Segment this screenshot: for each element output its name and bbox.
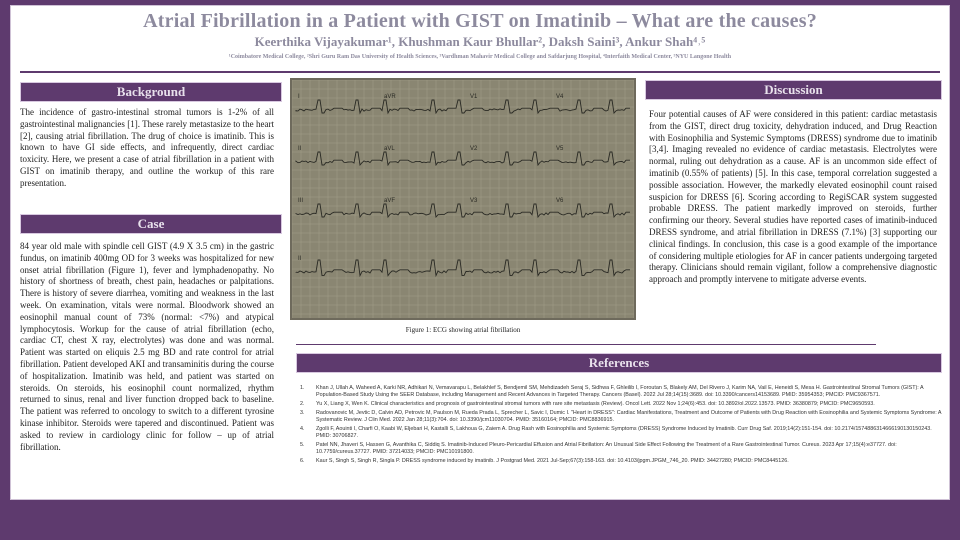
reference-number: 1. xyxy=(300,385,305,391)
ecg-figure xyxy=(290,78,636,320)
reference-item xyxy=(296,426,942,440)
discussion-heading: Discussion xyxy=(645,80,942,100)
section-rule xyxy=(296,344,876,345)
reference-text: Yu X, Liang X, Wen K. Clinical characteristics and prognosis of gastrointestinal stromal tumors with rare site metastasis (Review). Oncol Lett. 2022 Nov 1;24(6):453. doi: 10.3892/ol.2022.13573. PMID: 36380879; PMCID: PMC9650593. xyxy=(316,401,875,407)
reference-item xyxy=(296,458,942,465)
ecg-lead-label: II xyxy=(298,146,302,152)
ecg-lead-label: V5 xyxy=(556,146,564,152)
background-heading: Background xyxy=(20,82,282,102)
reference-number: 5. xyxy=(300,441,305,448)
reference-item xyxy=(296,410,942,424)
ecg-lead-label: V2 xyxy=(470,146,478,152)
ecg-lead-label: II xyxy=(298,256,302,262)
reference-text: Kaur S, Singh S, Singh R, Singla P. DRESS syndrome induced by imatinib. J Postgrad Med. 2021 Jul-Sep;67(3):158-163. doi: 10.4103/jpgm.JPGM_746_20. PMID: 34427280; PMCID: PMC8445126. xyxy=(316,457,789,464)
ecg-lead-label: V4 xyxy=(556,94,564,100)
ecg-lead-label: V6 xyxy=(556,198,564,204)
reference-text: Patel NN, Jhaveri S, Hassen G, Avanthika C, Siddiq S. Imatinib-Induced Pleuro-Pericardial Effusion and Atrial Fibrillation: An Unusual Side Effect Following the Treatment of a Rare Gastrointestinal Tumor. Cureus. 2023 Apr 17;15(4):e37727. doi: 10.7759/cureus.37727. PMID: 37214033; PMCID: PMC10191800. xyxy=(316,441,897,455)
discussion-text: Four potential causes of AF were considered in this patient: cardiac metastasis from the GIST, direct drug toxicity, dehydration induced, and Drug Reaction with Eosinophilia and Systemic Symptoms (DRESS) syndrome due to imatinib [3,4]. Imaging revealed no evidence of cardiac metastasis. Electrolytes were normal, ruling out dehydration as a cause. AF is an uncommon side effect of imatinib (0.55% of patients) [5]. In this case, temporal correlation suggested a possible association. However, the markedly elevated eosinophil count raised suspicion for DRESS [6]. Scoring according to RegiSCAR system suggested probable DRESS. The patient markedly improved on steroids, further confirming our theory. Several studies have reported cases of imatinib-induced DRESS syndrome, and atrial fibrillation in DRESS (7.1%) [3] supporting our clinical findings. In conclusion, this case is a good example of the importance of considering multiple etiologies for AF in cancer patients undergoing targeted therapy. Clinicians should remain vigilant, follow a comprehensive diagnostic approach and promptly intervene to mitigate adverse events. xyxy=(649,109,937,285)
ecg-image xyxy=(292,80,634,318)
reference-item xyxy=(296,442,942,456)
reference-text: Khan J, Ullah A, Waheed A, Karki NR, Adhikari N, Vemavarapu L, Belakhlef S, Bendjemil SM, Mehdizadeh Seraj S, Sidhwa F, Ghleilib I, Foroutan S, Blakely AM, Del Rivero J, Karim NA, Vail E, Heneidi S, Mesa H. Gastrointestinal Stromal Tumors (GIST): A Population-Based Study Using the SEER Database, including Management and Recent Advances in Targeted Therapy. Cancers (Basel). 2022 Jul 28;14(15):3689. doi: 10.3390/cancers14153689. PMID: 35954353; PMCID: PMC9367571. xyxy=(316,385,924,399)
ecg-lead-label: aVL xyxy=(384,146,395,152)
reference-number: 2. xyxy=(300,401,305,407)
ecg-lead-label: V1 xyxy=(470,94,478,100)
poster-title: Atrial Fibrillation in a Patient with GIST on Imatinib – What are the causes? xyxy=(143,10,817,32)
ecg-lead-label: V3 xyxy=(470,198,478,204)
poster-header xyxy=(20,6,940,70)
case-heading: Case xyxy=(20,214,282,234)
reference-text: Zgolli F, Aouinti I, Charfi O, Kaabi W, Eljebari H, Kastalli S, Lakhoua G, Zaiem A. Drug Rash with Eosinophilia and Systemic Symptoms (DRESS) Syndrome Induced by Imatinib. Curr Drug Saf. 2019;14(2):151-154. doi: 10.2174/1574886314666190130150243. PMID: 30706827. xyxy=(316,425,932,439)
ecg-lead-label: aVF xyxy=(384,198,396,204)
figure-caption: Figure 1: ECG showing atrial fibrillation xyxy=(405,326,521,334)
ecg-lead-label: I xyxy=(298,94,300,100)
reference-number: 6. xyxy=(300,457,305,464)
reference-list xyxy=(296,385,942,467)
references-heading: References xyxy=(296,353,942,373)
footer-strip xyxy=(0,500,960,540)
ecg-lead-label: III xyxy=(298,198,304,204)
background-text: The incidence of gastro-intestinal stromal tumors is 1-2% of all gastrointestinal malignancies [1]. These rarely metastasize to the heart [2], causing atrial fibrillation. The drug of choice is imatinib. This is known to have GI side effects, and infrequently, direct cardiac toxicity. Here, we present a case of atrial fibrillation in a patient with GIST on imatinib therapy, and outline the workup of this rare presentation. xyxy=(20,107,274,188)
reference-text: Radovanovic M, Jevtic D, Calvin AD, Petrovic M, Paulson M, Rueda Prada L, Sprecher L, Savic I, Dumic I. "Heart in DRESS": Cardiac Manifestations, Treatment and Outcome of Patients with Drug Reaction with Eosinophilia and Systemic Symptoms Syndrome: A Systematic Review. J Clin Med. 2022 Jan 28;11(3):704. doi: 10.3390/jcm11030704. PMID: 35160164; PMCID: PMC8836915. xyxy=(316,409,942,423)
case-text: 84 year old male with spindle cell GIST (4.9 X 3.5 cm) in the gastric fundus, on imatinib 400mg OD for 3 weeks was hospitalized for new onset atrial fibrillation (Figure 1), fever and lymphadenopathy. No history of shortness of breath, chest pain, headaches or palpitations. There is history of severe diarrhea, vomiting and weakness in the last week. On examination, vitals were normal. Bloodwork showed an eosinophil manual count of 73% (normal: <7%) and atypical lymphocytosis. Workup for the cause of atrial fibrillation (echo, cardiac CT, chest X ray, electrolytes) was done and was normal. Patient was started on eliquis 2.5 mg BD and rate control for atrial fibrillation. Patient developed AKI and transaminitis during the course of hospitalization. Imatinib was held, and patient was started on steroids. On steroids, his eosinophil count normalized, rhythm returned to sinus, renal and liver function dropped back to baseline. The patient was referred to oncology to switch to a different tyrosine kinase inhibitor. Steroids were tapered and discontinued. Patient was asked to review in cardiology clinic for follow – up of atrial fibrillation. xyxy=(20,241,274,452)
reference-item xyxy=(296,385,942,399)
reference-item xyxy=(296,401,942,408)
author-list: Keerthika Vijayakumar¹, Khushman Kaur Bhullar², Daksh Saini³, Ankur Shah⁴˒⁵ xyxy=(254,34,706,49)
affiliations: ¹Coimbatore Medical College, ²Shri Guru Ram Das University of Health Sciences, ³Vardhman Mahavir Medical College and Safdarjung Hospital, ⁴Interfaith Medical Center, ⁵NYU Langone Health xyxy=(228,54,732,60)
header-divider xyxy=(20,71,940,73)
reference-number: 4. xyxy=(300,425,305,432)
reference-number: 3. xyxy=(300,409,305,416)
ecg-lead-label: aVR xyxy=(384,94,396,100)
